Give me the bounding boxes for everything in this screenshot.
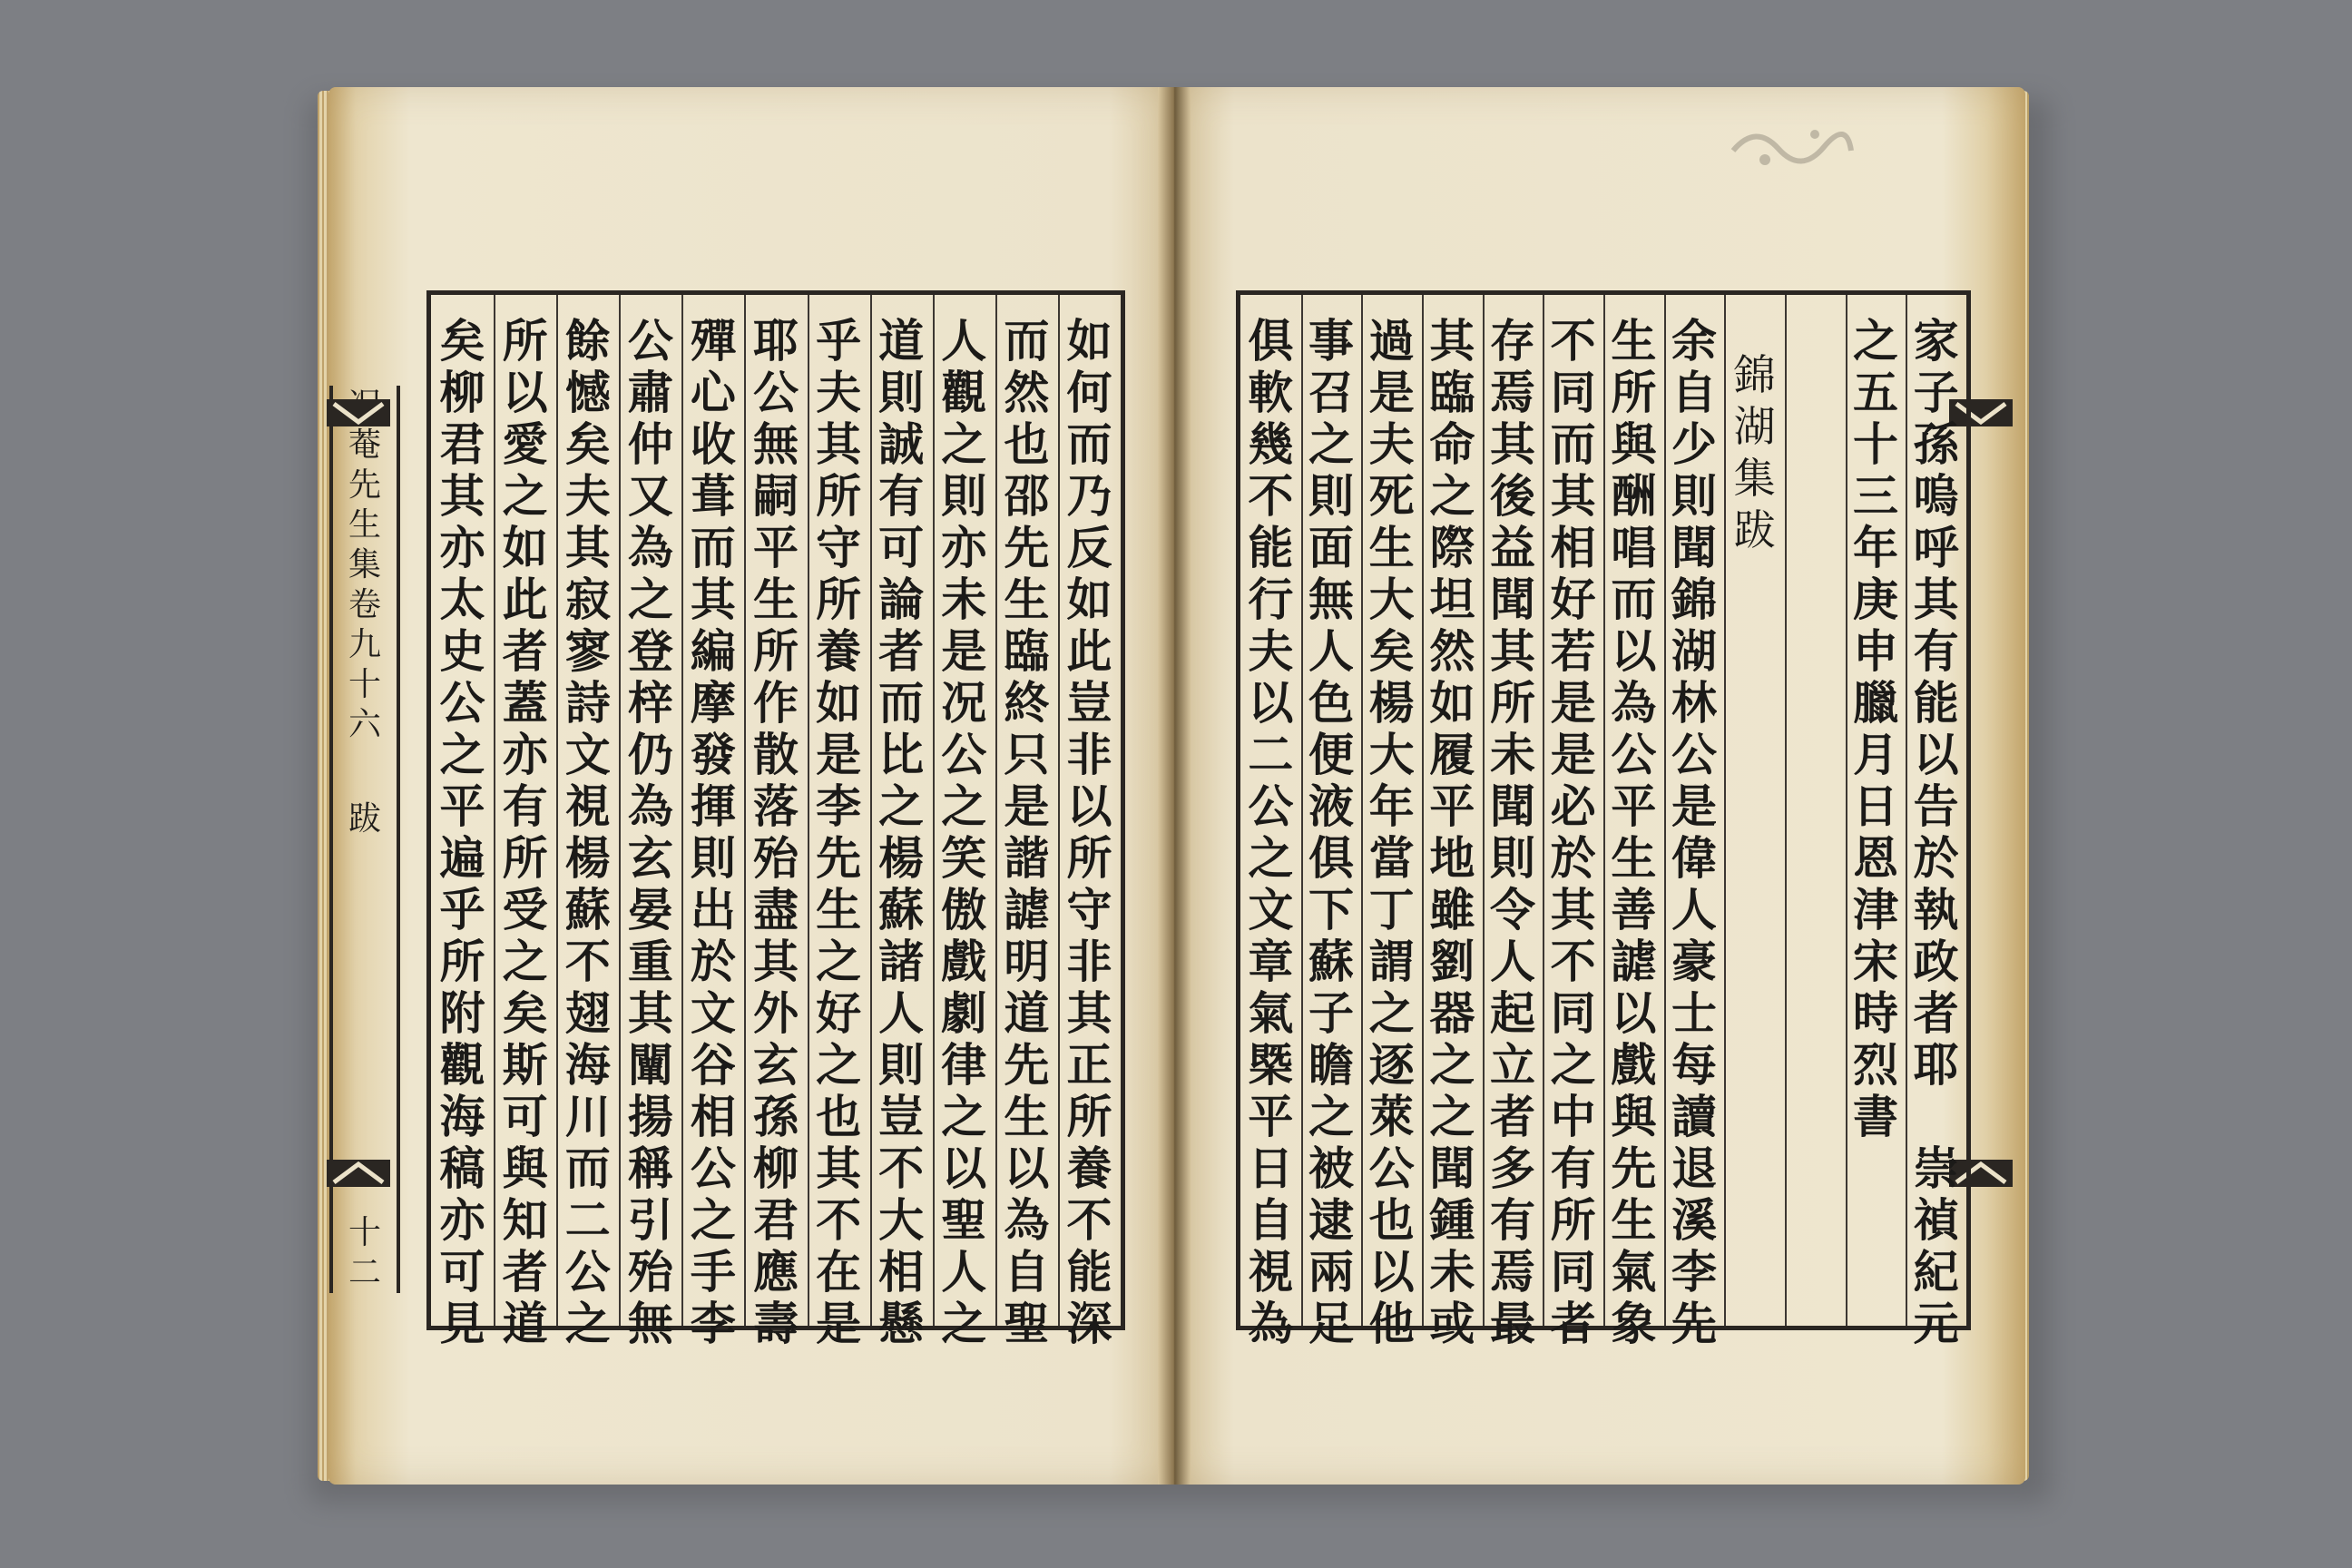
left_page-text-column-7: 殫 心 收 葺 而 其 編 摩 發 揮 則 出 於 文 谷 相 公 之 手 李 [690,314,736,1350]
fishtail-ornament-bottom [327,1142,390,1205]
right_page-text-column-6: 生 所 與 酬 唱 而 以 為 公 平 生 善 謔 以 戲 與 先 生 氣 象 [1611,314,1657,1350]
right_page-text-column-1: 家 子 孫 嗚 呼 其 有 能 以 告 於 執 政 者 耶 崇 禎 紀 元 [1913,314,1959,1350]
left_page-text-column-8: 公 肅 仲 又 為 之 登 梓 仍 為 玄 晏 重 其 闡 揚 稱 引 殆 無 [627,314,673,1350]
left_page-text-column-3: 人 觀 之 則 亦 未 是 况 公 之 笑 傲 戲 劇 律 之 以 聖 人 之 [941,314,987,1350]
column-rule [808,295,809,1326]
right_page-text-column-11: 事 召 之 則 面 無 人 色 便 液 俱 下 蘇 子 瞻 之 被 逮 兩 足 [1308,314,1354,1350]
right_page-text-column-9: 其 臨 命 之 際 坦 然 如 履 平 地 雖 劉 器 之 之 聞 鍾 未 或 [1429,314,1475,1350]
column-rule [494,295,495,1326]
column-rule [1361,295,1363,1326]
left_page-text-column-4: 道 則 誠 有 可 論 者 而 比 之 楊 蘇 諸 人 則 豈 不 大 相 懸 [878,314,925,1350]
faded-seal-stamp [1729,114,1856,178]
right_page-text-column-4: 錦 湖 集 跋 [1733,350,1776,554]
column-rule [1058,295,1060,1326]
right_page-text-column-12: 俱 軟 幾 不 能 行 夫 以 二 公 之 文 章 氣 槩 平 日 自 視 為 [1248,314,1294,1350]
column-rule [1664,295,1666,1326]
column-rule [1906,295,1907,1326]
column-rule [870,295,872,1326]
fishtail-ornament-top [327,381,390,445]
column-rule [933,295,935,1326]
left_page-text-column-2: 而 然 也 邵 先 生 臨 終 只 是 諧 謔 明 道 先 生 以 為 自 聖 [1004,314,1050,1350]
leaf-number: 十 二 [348,1214,381,1291]
column-rule [619,295,621,1326]
right_page-text-column-8: 存 焉 其 後 益 聞 其 所 未 聞 則 令 人 起 立 者 多 有 焉 最 [1490,314,1535,1350]
left_page-text-column-1: 如 何 而 乃 反 如 此 豈 非 以 所 守 非 其 正 所 養 不 能 深 [1066,314,1112,1350]
left-text-frame [348,290,1125,1350]
book-title-vertical: 菴 先 生 集 卷 九 十 六 [348,426,381,743]
right_page-text-column-2: 之 五 十 三 年 庚 申 臘 月 日 恩 津 宋 時 烈 書 [1853,314,1898,1143]
column-rule [1422,295,1424,1326]
column-rule [1483,295,1485,1326]
column-rule [995,295,997,1326]
column-rule [1724,295,1726,1326]
left_page-text-column-5: 乎 夫 其 所 守 所 養 如 是 李 先 生 之 好 之 也 其 不 在 是 [816,314,862,1350]
book-gutter [1158,87,1191,1485]
left_page-text-column-11: 矣 柳 君 其 亦 太 史 公 之 平 遍 乎 所 附 觀 海 稿 亦 可 見 [439,314,485,1350]
column-rule [744,295,746,1326]
column-rule [1301,295,1303,1326]
right_page-text-column-5: 余 自 少 則 聞 錦 湖 林 公 是 偉 人 豪 士 每 讀 退 溪 李 先 [1671,314,1717,1350]
section-label: 跋 [348,800,381,838]
right_page-text-column-7: 不 同 而 其 相 好 若 是 是 必 於 其 不 同 之 中 有 所 同 者 [1550,314,1596,1350]
column-rule [681,295,683,1326]
column-rule [1543,295,1544,1326]
right_page-text-column-10: 過 是 夫 死 生 大 矣 楊 大 年 當 丁 謂 之 逐 萊 公 也 以 他 [1368,314,1415,1350]
column-rule [1603,295,1605,1326]
left_page-text-column-6: 耶 公 無 嗣 平 生 所 作 散 落 殆 盡 其 外 玄 孫 柳 君 應 壽 [753,314,799,1350]
left_page-text-column-10: 所 以 愛 之 如 此 者 蓋 亦 有 所 受 之 矣 斯 可 與 知 者 道 [502,314,548,1350]
column-rule [556,295,558,1326]
column-rule [1785,295,1787,1326]
column-rule [1846,295,1847,1326]
left_page-text-column-9: 餘 憾 矣 夫 其 寂 寥 詩 文 視 楊 蘇 不 翅 海 川 而 二 公 之 [564,314,611,1350]
right-text-frame [1236,290,1971,1350]
